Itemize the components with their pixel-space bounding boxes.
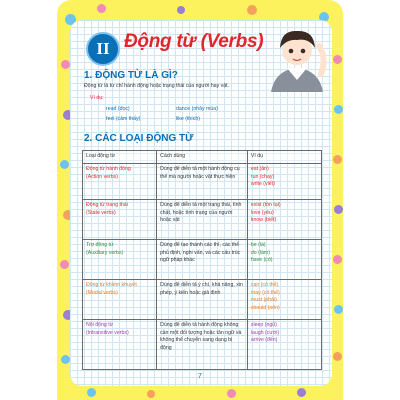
table-row bbox=[83, 199, 322, 239]
column-header: Ví dụ bbox=[247, 151, 321, 164]
verb-type-cell bbox=[83, 239, 157, 279]
usage-text: Dùng để diễn tả một hành động cụ thể mà người hoặc vật thực hiện bbox=[160, 165, 240, 180]
example-entry: can (có thể) bbox=[250, 281, 279, 288]
example-item bbox=[176, 116, 200, 122]
table-row bbox=[83, 279, 322, 319]
example-entry: eat (ăn) bbox=[250, 165, 269, 172]
verb-type-english: (Auxiliary verbs) bbox=[86, 249, 124, 256]
table-header-row bbox=[83, 151, 322, 164]
usage-text: Dùng để tạo thành các thì, các thể phủ định, nghi vấn, và các cấu trúc ngữ pháp khác bbox=[160, 241, 241, 264]
example-translation: (thích) bbox=[185, 116, 200, 122]
example-label: Ví dụ: bbox=[90, 95, 104, 101]
example-translation: (đọc) bbox=[117, 106, 130, 112]
examples-cell bbox=[247, 199, 321, 239]
example-translation: (nhảy múa) bbox=[191, 106, 218, 112]
example-entry: may (có thể) bbox=[250, 289, 280, 296]
example-entry: have (có) bbox=[250, 257, 273, 264]
column-header: Loại động từ bbox=[83, 151, 157, 164]
example-entry: write (viết) bbox=[250, 181, 275, 188]
examples-cell bbox=[247, 279, 321, 319]
example-entry: be (là) bbox=[250, 241, 266, 248]
verb-type-cell bbox=[83, 199, 157, 239]
example-entry: know (biết) bbox=[250, 217, 277, 224]
usage-cell bbox=[157, 319, 248, 369]
example-item bbox=[106, 106, 130, 112]
usage-cell bbox=[157, 279, 248, 319]
example-entry: arrive (đến) bbox=[250, 337, 278, 344]
examples-cell bbox=[247, 163, 321, 199]
cartoon-boy-illustration bbox=[265, 20, 329, 92]
example-item bbox=[176, 106, 218, 112]
verb-type-cell bbox=[83, 279, 157, 319]
section2-heading: 2. CÁC LOẠI ĐỘNG TỪ bbox=[84, 133, 194, 144]
verb-type-english: (State verbs) bbox=[86, 209, 116, 216]
example-word: read bbox=[106, 106, 117, 112]
example-entry: love (yêu) bbox=[250, 209, 274, 216]
usage-cell bbox=[157, 163, 248, 199]
example-entry: must (phải) bbox=[250, 297, 277, 304]
column-header: Cách dùng bbox=[157, 151, 248, 164]
example-entry: sleep (ngủ) bbox=[250, 321, 277, 328]
verb-type-english: (Intransitive verbs) bbox=[86, 329, 129, 336]
example-word: feel bbox=[106, 116, 115, 122]
page-title: Động từ (Verbs) bbox=[124, 31, 264, 52]
verb-type-cell bbox=[83, 319, 157, 369]
verb-type-name: Động từ khiếm khuyết bbox=[86, 281, 137, 288]
verb-type-english: (Modal verbs) bbox=[86, 289, 118, 296]
example-item bbox=[106, 116, 140, 122]
table-row bbox=[83, 163, 322, 199]
verb-type-name: Nội động từ bbox=[86, 321, 114, 328]
example-entry: do (làm) bbox=[250, 249, 270, 256]
verb-type-cell bbox=[83, 163, 157, 199]
section-number-badge: II bbox=[86, 32, 120, 66]
examples-cell bbox=[247, 319, 321, 369]
verb-type-name: Trợ động từ bbox=[86, 241, 114, 248]
examples-cell bbox=[247, 239, 321, 279]
example-entry: exist (tồn tại) bbox=[250, 201, 281, 208]
page-number: 7 bbox=[198, 373, 202, 380]
example-entry: run (chạy) bbox=[250, 173, 275, 180]
usage-text: Dùng để diễn tả ý chí, khả năng, xin phép, ý kiến hoặc giả định bbox=[160, 281, 243, 296]
example-entry: should (nên) bbox=[250, 305, 280, 312]
notebook-page bbox=[70, 20, 332, 386]
verb-type-english: (Action verbs) bbox=[86, 173, 118, 180]
example-translation: (cảm thấy) bbox=[115, 116, 141, 122]
section1-heading: 1. ĐỘNG TỪ LÀ GÌ? bbox=[84, 70, 178, 81]
usage-cell bbox=[157, 199, 248, 239]
verb-types-table bbox=[82, 150, 322, 370]
usage-cell bbox=[157, 239, 248, 279]
usage-text: Dùng để diễn tả một trạng thái, tình chất, hoặc tình trạng của người hoặc vật bbox=[160, 201, 242, 224]
usage-text: Dùng để diễn tả hành động không cần một đối tượng hoặc tân ngữ và không thể chuyển sang dạng bị động bbox=[160, 321, 242, 352]
definition-text: Động từ là từ chỉ hành động hoặc trạng thái của người hay vật. bbox=[84, 83, 230, 89]
verb-type-name: Động từ trạng thái bbox=[86, 201, 128, 208]
example-word: dance bbox=[176, 106, 191, 112]
verb-type-name: Động từ hành động bbox=[86, 165, 131, 172]
example-entry: laugh (cười) bbox=[250, 329, 280, 336]
table-row bbox=[83, 239, 322, 279]
example-word: like bbox=[176, 116, 184, 122]
table-row bbox=[83, 319, 322, 369]
